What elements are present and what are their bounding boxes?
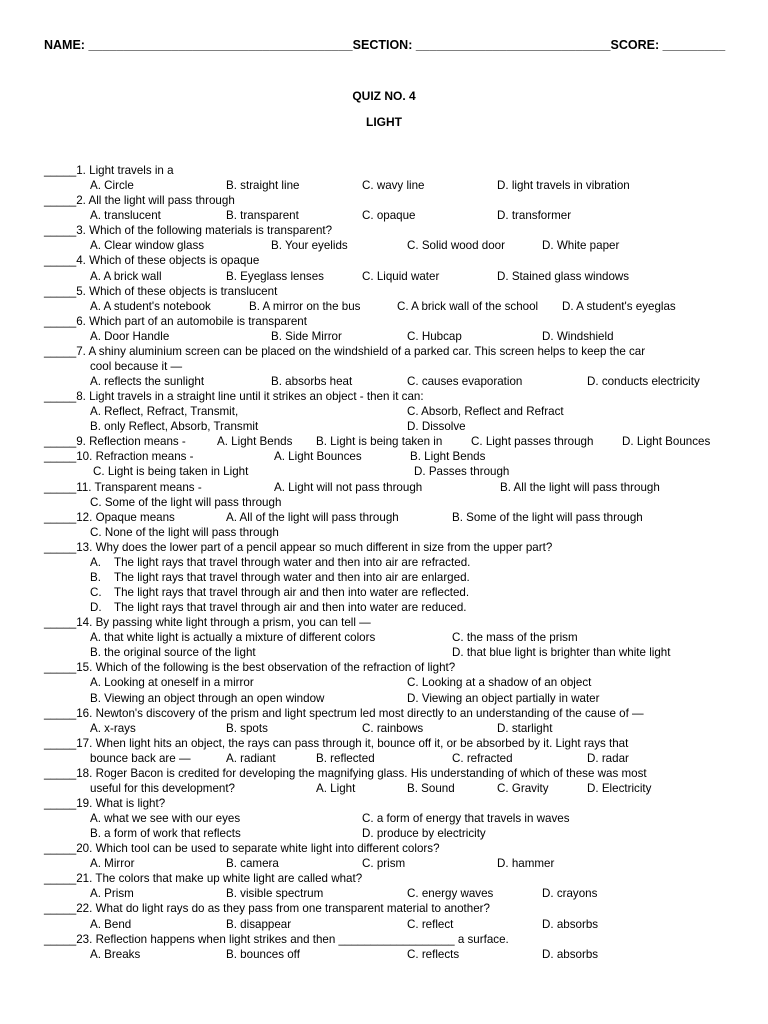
section-blank[interactable]: ____________________________	[415, 38, 611, 52]
answer-option: A. Door Handle	[90, 329, 170, 343]
quiz-line	[0, 344, 768, 359]
quiz-line	[0, 284, 768, 299]
answer-option: A. radiant	[226, 751, 276, 765]
quiz-line	[0, 570, 768, 585]
quiz-line	[0, 660, 768, 675]
answer-option: A. that white light is actually a mixture of different colors	[90, 631, 376, 645]
answer-option: B. Light Bends	[410, 450, 486, 464]
answer-option: C. energy waves	[407, 887, 494, 901]
answer-option: B. disappear	[226, 917, 292, 931]
answer-option: bounce back are —	[90, 751, 191, 765]
answer-option: The light rays that travel through air and then into water are reflected.	[114, 586, 470, 599]
answer-option: D. Passes through	[414, 465, 510, 479]
answer-option: C. Liquid water	[362, 269, 440, 283]
quiz-line	[0, 706, 768, 721]
answer-option: D. Dissolve	[407, 420, 466, 434]
quiz-line	[0, 886, 768, 901]
answer-option: C. A brick wall of the school	[397, 299, 539, 313]
quiz-line	[0, 480, 768, 495]
answer-option: A. Looking at oneself in a mirror	[90, 676, 254, 690]
quiz-line	[0, 585, 768, 600]
quiz-line	[0, 871, 768, 886]
question-text: _____1. Light travels in a	[44, 164, 174, 177]
quiz-line	[0, 751, 768, 766]
answer-option: A. Light Bends	[217, 435, 293, 449]
question-text: _____10. Refraction means -	[44, 450, 194, 464]
answer-option: useful for this development?	[90, 781, 236, 795]
quiz-line	[0, 238, 768, 253]
score-label: SCORE:	[610, 38, 660, 52]
quiz-line	[0, 917, 768, 932]
quiz-line	[0, 932, 768, 947]
answer-option: A. Circle	[90, 179, 134, 193]
quiz-line	[0, 826, 768, 841]
quiz-line	[0, 615, 768, 630]
answer-option: A. Light Bounces	[274, 450, 362, 464]
question-text: _____17. When light hits an object, the rays can pass through it, bounce off it, or be absorbed by it. Light rays that	[44, 736, 629, 750]
answer-option: A. Breaks	[90, 947, 141, 961]
answer-option: C. causes evaporation	[407, 375, 523, 388]
quiz-line	[0, 736, 768, 751]
student-info-header	[44, 38, 725, 52]
answer-option: D. crayons	[542, 887, 598, 901]
answer-option: C. Hubcap	[407, 329, 462, 343]
quiz-line	[0, 721, 768, 736]
quiz-line	[0, 901, 768, 916]
answer-option: B. Your eyelids	[271, 239, 348, 253]
question-continuation: C. Some of the light will pass through	[90, 495, 282, 509]
answer-option: A. x-rays	[90, 721, 136, 735]
question-continuation: cool because it —	[90, 359, 183, 373]
answer-option: D.	[90, 601, 102, 614]
answer-option: C. Light is being taken in Light	[93, 465, 249, 479]
quiz-line	[0, 540, 768, 555]
answer-option: B. the original source of the light	[90, 646, 256, 660]
question-text: _____2. All the light will pass through	[44, 194, 235, 208]
quiz-line	[0, 555, 768, 570]
section-label: SECTION:	[352, 38, 413, 52]
answer-option: C. Absorb, Reflect and Refract	[407, 405, 564, 419]
quiz-line	[0, 525, 768, 540]
answer-option: B. Sound	[407, 781, 455, 795]
question-text: _____16. Newton's discovery of the prism and light spectrum led most directly to an understanding of the cause of —	[44, 706, 644, 720]
answer-option: C. a form of energy that travels in waves	[362, 812, 570, 825]
answer-option: C. reflect	[407, 917, 454, 931]
answer-option: C. the mass of the prism	[452, 631, 578, 645]
quiz-line	[0, 404, 768, 419]
quiz-line	[0, 299, 768, 314]
answer-option: B. Eyeglass lenses	[226, 269, 324, 283]
question-text: _____19. What is light?	[44, 796, 166, 810]
quiz-line	[0, 329, 768, 344]
question-text: _____15. Which of the following is the best observation of the refraction of light?	[44, 661, 456, 675]
answer-option: A. translucent	[90, 209, 161, 223]
quiz-line	[0, 781, 768, 796]
answer-option: A. Prism	[90, 887, 134, 901]
answer-option: D. Viewing an object partially in water	[407, 691, 600, 705]
quiz-line	[0, 766, 768, 781]
quiz-line	[0, 253, 768, 268]
answer-option: D. starlight	[497, 721, 553, 735]
answer-option: C. refracted	[452, 751, 513, 765]
answer-option: D. Windshield	[542, 329, 614, 343]
answer-option: C. prism	[362, 857, 406, 871]
answer-option: D. Light Bounces	[622, 435, 711, 449]
question-text: _____4. Which of these objects is opaque	[44, 254, 260, 268]
quiz-line	[0, 208, 768, 223]
answer-option: A. Clear window glass	[90, 239, 205, 253]
answer-option: A. A brick wall	[90, 269, 162, 283]
quiz-line	[0, 811, 768, 826]
question-text: _____7. A shiny aluminium screen can be placed on the windshield of a parked car. This screen helps to keep the car	[44, 344, 646, 358]
answer-option: D. produce by electricity	[362, 827, 486, 841]
answer-option: B.	[90, 570, 101, 584]
quiz-line	[0, 630, 768, 645]
quiz-line	[0, 374, 768, 389]
answer-option: C. Gravity	[497, 781, 549, 795]
quiz-line	[0, 675, 768, 690]
question-text: _____9. Reflection means -	[44, 435, 186, 449]
question-text: _____23. Reflection happens when light strikes and then __________________ a surface.	[44, 932, 509, 946]
name-blank[interactable]: ______________________________________	[88, 38, 353, 52]
answer-option: A. Mirror	[90, 857, 135, 871]
answer-option: B. All the light will pass through	[500, 480, 660, 494]
question-text: _____14. By passing white light through a prism, you can tell —	[44, 616, 371, 630]
answer-option: D. Electricity	[587, 781, 652, 795]
answer-option: B. only Reflect, Absorb, Transmit	[90, 420, 259, 434]
quiz-line	[0, 600, 768, 615]
answer-option: D. absorbs	[542, 947, 599, 961]
question-text: _____21. The colors that make up white light are called what?	[44, 872, 363, 886]
answer-option: B. transparent	[226, 209, 299, 223]
answer-option: The light rays that travel through water and then into air are refracted.	[114, 555, 471, 569]
quiz-line	[0, 510, 768, 525]
answer-option: D. White paper	[542, 239, 620, 253]
answer-option: A. reflects the sunlight	[90, 375, 205, 388]
answer-option: D. that blue light is brighter than white light	[452, 646, 671, 660]
answer-option: C. reflects	[407, 947, 460, 961]
quiz-line	[0, 359, 768, 374]
answer-option: B. spots	[226, 721, 268, 735]
answer-option: B. visible spectrum	[226, 887, 324, 901]
answer-option: D. conducts electricity	[587, 375, 700, 388]
answer-option: B. a form of work that reflects	[90, 827, 241, 841]
quiz-line	[0, 449, 768, 464]
question-text: _____5. Which of these objects is translucent	[44, 284, 278, 298]
answer-option: C. Light passes through	[471, 435, 594, 449]
question-continuation: C. None of the light will pass through	[90, 525, 279, 539]
answer-option: D. transformer	[497, 209, 572, 223]
answer-option: B. reflected	[316, 751, 375, 765]
answer-option: A. Bend	[90, 917, 132, 931]
question-text: _____20. Which tool can be used to separate white light into different colors?	[44, 842, 440, 856]
question-text: _____3. Which of the following materials is transparent?	[44, 224, 333, 238]
quiz-line	[0, 314, 768, 329]
question-text: _____18. Roger Bacon is credited for developing the magnifying glass. His understanding of which of these was most	[44, 766, 647, 780]
answer-option: C. Looking at a shadow of an object	[407, 676, 592, 690]
answer-option: D. radar	[587, 751, 629, 765]
quiz-line	[0, 163, 768, 178]
answer-option: A. Light will not pass through	[274, 480, 423, 494]
answer-option: D. light travels in vibration	[497, 179, 630, 193]
question-text: _____12. Opaque means	[44, 510, 175, 524]
score-blank[interactable]: _________	[662, 38, 726, 52]
answer-option: A.	[90, 555, 101, 569]
answer-option: C. Solid wood door	[407, 239, 505, 253]
name-label: NAME:	[44, 38, 85, 52]
quiz-line	[0, 645, 768, 660]
quiz-line	[0, 464, 768, 479]
answer-option: B. absorbs heat	[271, 375, 353, 388]
answer-option: B. Some of the light will pass through	[452, 510, 643, 524]
answer-option: A. what we see with our eyes	[90, 812, 241, 825]
answer-option: A. Reflect, Refract, Transmit,	[90, 405, 239, 419]
quiz-line	[0, 796, 768, 811]
quiz-line	[0, 691, 768, 706]
quiz-line	[0, 419, 768, 434]
answer-option: The light rays that travel through air and then into water are reduced.	[114, 601, 467, 614]
answer-option: C. wavy line	[362, 179, 425, 193]
question-text: _____13. Why does the lower part of a pencil appear so much different in size from the upper part?	[44, 540, 553, 554]
answer-option: D. Stained glass windows	[497, 269, 630, 283]
answer-option: The light rays that travel through water and then into air are enlarged.	[114, 570, 470, 584]
quiz-line	[0, 389, 768, 404]
quiz-line	[0, 856, 768, 871]
answer-option: B. bounces off	[226, 947, 300, 961]
answer-option: B. Side Mirror	[271, 329, 342, 343]
answer-option: B. camera	[226, 857, 279, 871]
question-text: _____22. What do light rays do as they pass from one transparent material to another?	[44, 902, 490, 916]
question-text: _____11. Transparent means -	[44, 480, 202, 494]
answer-option: B. straight line	[226, 179, 300, 193]
quiz-line	[0, 223, 768, 238]
answer-option: C. rainbows	[362, 721, 424, 735]
question-text: _____8. Light travels in a straight line until it strikes an object - then it can:	[44, 390, 424, 404]
quiz-line	[0, 495, 768, 510]
answer-option: D. hammer	[497, 857, 555, 871]
quiz-line	[0, 841, 768, 856]
answer-option: C. opaque	[362, 209, 416, 223]
quiz-line	[0, 947, 768, 962]
answer-option: A. A student's notebook	[90, 299, 211, 313]
quiz-line	[0, 193, 768, 208]
answer-option: A. Light	[316, 781, 356, 795]
answer-option: D. absorbs	[542, 917, 599, 931]
answer-option: B. Viewing an object through an open window	[90, 691, 325, 705]
quiz-title: QUIZ NO. 4	[352, 89, 416, 103]
answer-option: C.	[90, 586, 102, 599]
quiz-line	[0, 269, 768, 284]
answer-option: B. A mirror on the bus	[249, 299, 361, 313]
answer-option: B. Light is being taken in	[316, 435, 443, 449]
quiz-line	[0, 434, 768, 449]
question-text: _____6. Which part of an automobile is transparent	[44, 314, 307, 328]
answer-option: A. All of the light will pass through	[226, 510, 399, 524]
quiz-subtitle: LIGHT	[366, 115, 402, 129]
answer-option: D. A student's eyeglas	[562, 299, 676, 313]
quiz-line	[0, 178, 768, 193]
